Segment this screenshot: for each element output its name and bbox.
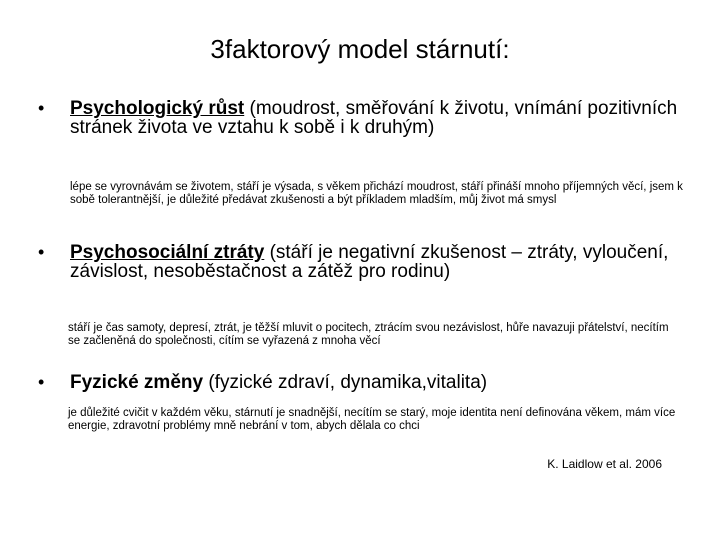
bullet-description: (stáří je negativní zkušenost – ztráty, vyloučení, závislost, nesoběstačnost a zátěž pro rodinu) xyxy=(70,242,669,282)
bullet-description: (fyzické zdraví, dynamika,vitalita) xyxy=(203,372,488,393)
bullet-marker: • xyxy=(38,242,45,262)
bullet-text xyxy=(70,99,688,137)
bullet-text xyxy=(70,243,688,281)
bullet-marker: • xyxy=(38,372,45,392)
bullet-note-psychological-growth: lépe se vyrovnávám se životem, stáří je výsada, s věkem přichází moudrost, stáří přináší mnoho příjemných věcí, jsem k sobě tolerantnější, je důležité předávat zkušenosti a být příkladem mladším, můj život má smysl xyxy=(70,181,683,206)
bullet-description: (moudrost, směřování k životu, vnímání pozitivních stránek života ve vztahu k sobě i k druhým) xyxy=(70,98,678,138)
bullet-psychosocial-losses xyxy=(38,243,688,281)
slide-title: 3faktorový model stárnutí: xyxy=(210,34,510,64)
citation: K. Laidlow et al. 2006 xyxy=(547,457,662,471)
bullet-psychological-growth xyxy=(38,99,688,137)
bullet-marker: • xyxy=(38,98,45,118)
bullet-heading: Psychologický růst xyxy=(70,98,245,119)
bullet-note-psychosocial-losses: stáří je čas samoty, depresí, ztrát, je těžší mluvit o pocitech, ztrácím svou nezávislost, hůře navazuji přátelství, necítím se začleněná do společnosti, cítím se vyřazená z mnoha věcí xyxy=(68,322,669,347)
bullet-note-physical-changes: je důležité cvičit v každém věku, stárnutí je snadnější, necítím se starý, moje identita není definována věkem, mám více energie, zdravotní problémy mně nebrání v tom, abych dělala co chci xyxy=(68,407,676,432)
bullet-physical-changes xyxy=(38,373,688,392)
bullet-heading: Fyzické změny xyxy=(70,372,204,393)
bullet-text xyxy=(70,373,688,392)
bullet-heading: Psychosociální ztráty xyxy=(70,242,265,263)
